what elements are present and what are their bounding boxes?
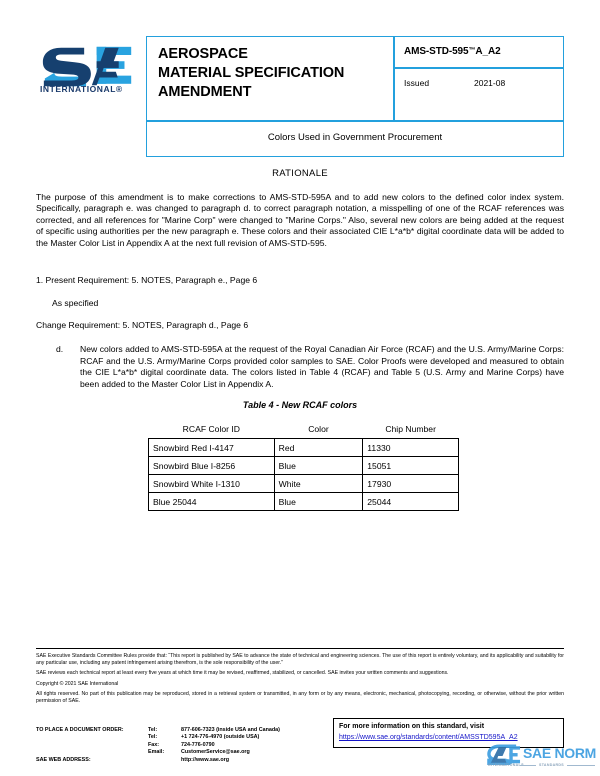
title-line-1: AEROSPACE [158, 46, 248, 62]
cell-color: White [274, 475, 363, 493]
table-header-row [149, 420, 459, 439]
document-subtitle: Colors Used in Government Procurement [267, 132, 443, 144]
document-number [404, 46, 501, 57]
watermark-rule-right [567, 765, 595, 766]
issued-box [394, 67, 564, 122]
title-line-2: MATERIAL SPECIFICATION [158, 65, 345, 81]
rationale-heading: RATIONALE [272, 168, 328, 179]
contact-key-tel-2: Tel: [148, 734, 158, 741]
standard-url-link[interactable]: https://www.sae.org/standards/content/AMSSTD595A_A2 [339, 734, 518, 741]
item-d-marker: d. [56, 344, 64, 354]
contact-row-order [36, 727, 336, 734]
document-number-suffix: A_A2 [475, 46, 501, 57]
sae-norm-watermark [487, 744, 597, 774]
cell-color: Red [274, 439, 363, 457]
sae-logo-subtitle: INTERNATIONAL® [40, 84, 123, 94]
title-line-3: AMENDMENT [158, 84, 252, 100]
contact-key-tel-1: Tel: [148, 727, 158, 733]
watermark-subtitle-right: STANDARDS [539, 763, 564, 767]
footer-legal-block [36, 653, 564, 709]
contact-value-email[interactable]: CustomerService@sae.org [181, 749, 250, 756]
watermark-rule-left [520, 765, 536, 766]
order-label: TO PLACE A DOCUMENT ORDER: [36, 727, 124, 733]
cell-chip-number: 17930 [363, 475, 459, 493]
contact-row-fax [36, 742, 336, 749]
contact-value-tel-1: 877-606-7323 (inside USA and Canada) [181, 727, 280, 733]
watermark-subtitle-left: INTERNATIONAL® [488, 763, 524, 767]
issued-date: 2021-08 [474, 78, 506, 89]
web-address-value[interactable]: http://www.sae.org [181, 756, 230, 763]
document-title-box [146, 36, 394, 122]
document-subtitle-box [146, 120, 564, 157]
watermark-sae-logo-icon [487, 744, 521, 765]
document-title [158, 45, 344, 102]
rationale-paragraph: The purpose of this amendment is to make corrections to AMS-STD-595A and to add new colors to the defined color index system. Specifically, paragraph e. was changed to paragraph d. to correct paragraph notation, a misspelling of one of the RCAF references was corrected, and all references for "Marine Corp" were changed to "Marine Corps." Also, several new colors are being added at the request of specific using authorities per the new paragraph e. These colors and their associated CIE L*a*b* digital coordinate data will be added to the Master Color List in Appendix A at the next full revision of AMS-STD-595. [36, 192, 564, 248]
as-specified-line: As specified [52, 298, 99, 308]
table-row [149, 493, 459, 511]
cell-chip-number: 25044 [363, 493, 459, 511]
amendment-item-d [56, 344, 564, 390]
sae-logo-block [36, 36, 140, 122]
footer-contact-block [36, 727, 336, 764]
footer-paragraph-3: All rights reserved. No part of this publication may be reproduced, stored in a retrieval system or transmitted, in any form or by any means, electronic, mechanical, photocopying, recording, or otherwise, without the prior written permission of SAE. [36, 691, 564, 704]
watermark-text: SAE NORM [523, 745, 597, 761]
cell-color: Blue [274, 493, 363, 511]
cell-color-id: Blue 25044 [149, 493, 275, 511]
table-caption: Table 4 - New RCAF colors [242, 400, 358, 410]
more-information-title: For more information on this standard, visit [339, 723, 485, 730]
table-row [149, 475, 459, 493]
cell-color-id: Snowbird White I-1310 [149, 475, 275, 493]
web-address-label: SAE WEB ADDRESS: [36, 756, 91, 763]
document-number-box [394, 36, 564, 69]
contact-row-email [36, 749, 336, 756]
contact-value-fax: 724-776-0790 [181, 741, 215, 748]
document-header [36, 36, 564, 158]
footer-divider [36, 648, 564, 649]
cell-chip-number: 11330 [363, 439, 459, 457]
footer-copyright: Copyright © 2021 SAE International [36, 680, 119, 687]
contact-value-tel-2: +1 724-776-4970 (outside USA) [181, 734, 260, 741]
document-number-prefix: AMS-STD-595 [404, 46, 469, 57]
footer-paragraph-2: SAE reviews each technical report at least every five years at which time it may be revised, reaffirmed, stabilized, or cancelled. SAE invites your written comments and suggestions. [36, 670, 449, 677]
contact-key-email: Email: [148, 749, 165, 756]
item-d-text: New colors added to AMS-STD-595A at the request of the Royal Canadian Air Force (RCAF) and the U.S. Army/Marine Corps: RCAF and the U.S. Army/Marine Corps provided color samples to SAE. Color Proofs were developed and measured to obtain the CIE L*a*b* digital coordinate data. The colors listed in Table 4 (RCAF) and Table 5 (U.S. Army and Marine Corps) have been added to the Master Color List in Appendix A. [80, 344, 564, 389]
cell-color: Blue [274, 457, 363, 475]
contact-row-tel-2 [36, 734, 336, 741]
contact-key-fax: Fax: [148, 741, 160, 748]
footer-paragraph-1: SAE Executive Standards Committee Rules provide that: “This report is published by SAE to advance the state of technical and engineering sciences. The use of this report is entirely voluntary, and its applicability and suitability for any particular use, including any patent infringement arising therefrom, is the sole responsibility of the user.” [36, 653, 564, 666]
present-requirement-line: 1. Present Requirement: 5. NOTES, Paragraph e., Page 6 [36, 275, 258, 285]
cell-chip-number: 15051 [363, 457, 459, 475]
cell-color-id: Snowbird Red I-4147 [149, 439, 275, 457]
table-row [149, 439, 459, 457]
contact-row-web [36, 757, 336, 764]
issued-label: Issued [404, 78, 430, 89]
trademark-symbol: ™ [468, 47, 476, 54]
table-body [149, 439, 459, 511]
column-header-chip-number: Chip Number [363, 420, 459, 439]
change-requirement-line: Change Requirement: 5. NOTES, Paragraph d., Page 6 [36, 320, 249, 330]
cell-color-id: Snowbird Blue I-8256 [149, 457, 275, 475]
table-row [149, 457, 459, 475]
column-header-color-id: RCAF Color ID [149, 420, 275, 439]
rcaf-colors-table [148, 420, 459, 511]
column-header-color: Color [274, 420, 363, 439]
